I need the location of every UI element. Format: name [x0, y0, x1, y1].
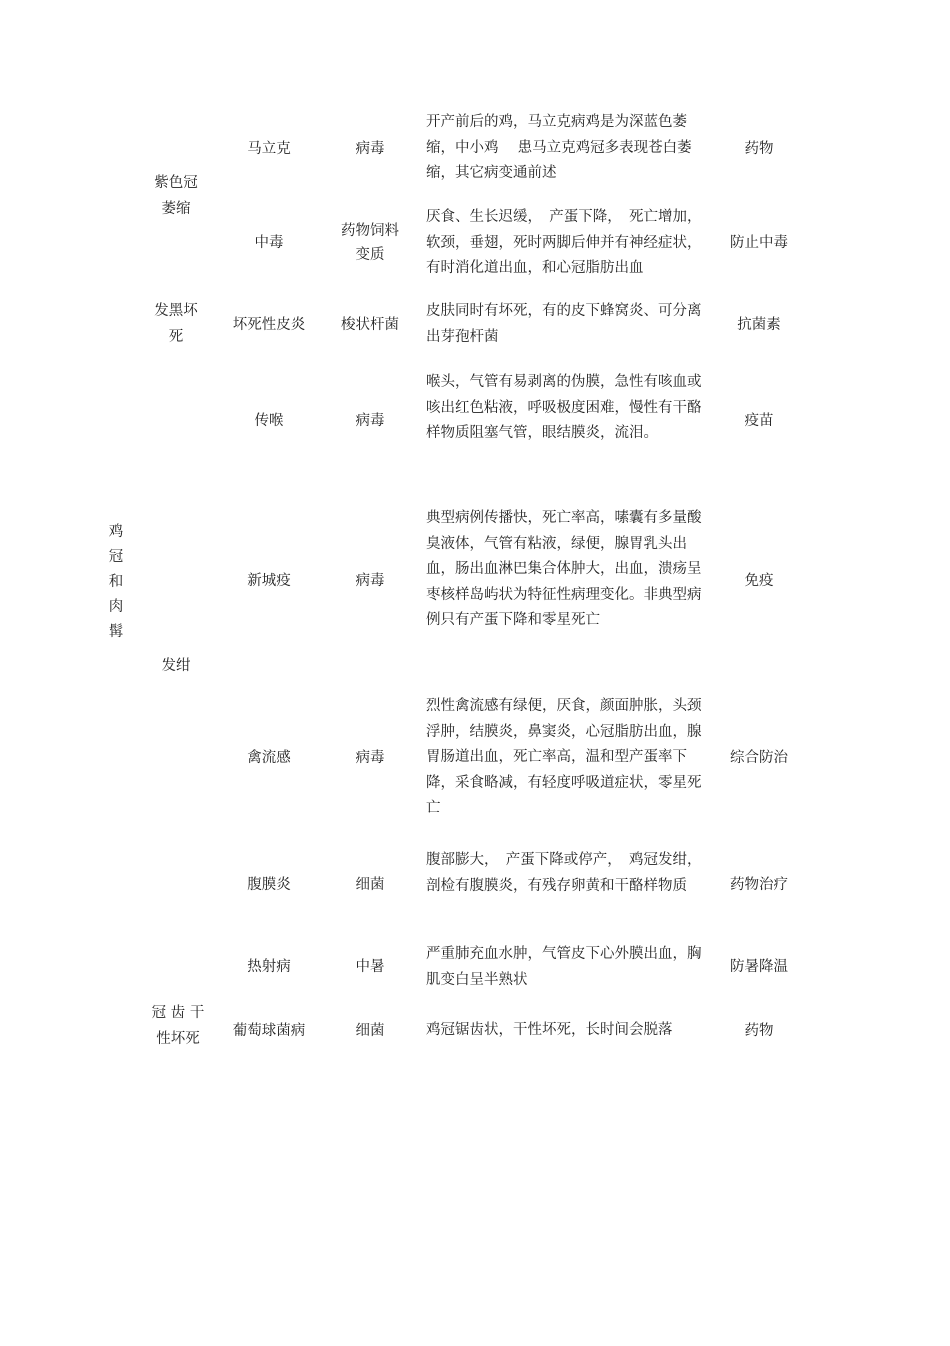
row-cause: 病毒: [355, 573, 385, 589]
row-treatment: 药物治疗: [730, 877, 788, 893]
row-disease: 坏死性皮炎: [232, 317, 306, 333]
group-label-cyanosis: 发绀: [161, 658, 191, 674]
row-cause: 梭状杆菌: [341, 317, 399, 333]
row-treatment: 免疫: [744, 573, 774, 589]
row-disease: 传喉: [254, 413, 284, 429]
row-disease: 中毒: [254, 235, 284, 251]
row-symptoms: 典型病例传播快，死亡率高，嗉囊有多量酸臭液体，气管有粘液，绿便，腺胃乳头出血，肠出血淋巴集合体肿大，出血，溃疡呈枣核样岛屿状为特征性病理变化。非典型病例只有产蛋下降和零星死亡: [426, 510, 702, 628]
row-cause: 细菌: [355, 1023, 385, 1039]
row-cause: 中暑: [355, 959, 385, 975]
row-treatment: 综合防治: [730, 750, 788, 766]
row-treatment: 疫苗: [744, 413, 774, 429]
row-disease: 马立克: [247, 141, 291, 157]
row-cause: 病毒: [355, 413, 385, 429]
row-symptoms: 喉头，气管有易剥离的伪膜，急性有咳血或咳出红色粘液，呼吸极度困难，慢性有干酪样物质阻塞气管，眼结膜炎，流泪。: [426, 374, 702, 441]
group-label-purple: 紫色冠萎缩: [154, 175, 198, 217]
row-symptoms: 皮肤同时有坏死，有的皮下蜂窝炎、可分离出芽孢杆菌: [426, 303, 702, 345]
row-cause: 病毒: [355, 141, 385, 157]
row-symptoms: 鸡冠锯齿状，干性坏死，长时间会脱落: [426, 1022, 673, 1038]
main-category-label: [106, 520, 126, 645]
row-cause: 病毒: [355, 750, 385, 766]
row-disease: 腹膜炎: [247, 877, 291, 893]
row-symptoms: 厌食、生长迟缓， 产蛋下降， 死亡增加，软颈，垂翅，死时两脚后伸并有神经症状，有时消化道出血，和心冠脂肪出血: [426, 209, 702, 276]
row-disease: 葡萄球菌病: [232, 1023, 306, 1039]
row-disease: 新城疫: [247, 573, 291, 589]
row-treatment: 药物: [744, 141, 774, 157]
group-label-dry-necrosis: 冠 齿 干 性坏死: [151, 1005, 205, 1047]
row-symptoms: 开产前后的鸡，马立克病鸡是为深蓝色萎缩，中小鸡 患马立克鸡冠多表现苍白萎缩，其它病变通前述: [426, 114, 692, 181]
row-cause: 细菌: [355, 877, 385, 893]
row-symptoms: 腹部膨大， 产蛋下降或停产， 鸡冠发绀，剖检有腹膜炎，有残存卵黄和干酪样物质: [426, 852, 702, 894]
row-symptoms: 烈性禽流感有绿便，厌食，颜面肿胀，头颈浮肿，结膜炎，鼻窦炎，心冠脂肪出血，腺胃肠道出血，死亡率高，温和型产蛋率下降，采食略减，有轻度呼吸道症状，零星死亡: [426, 698, 702, 816]
row-disease: 热射病: [247, 959, 291, 975]
row-treatment: 防止中毒: [730, 235, 788, 251]
row-treatment: 抗菌素: [737, 317, 781, 333]
main-category-text: 鸡冠和肉髯: [108, 524, 124, 640]
group-label-black: 发黑坏死: [154, 303, 198, 345]
row-symptoms: 严重肺充血水肿，气管皮下心外膜出血，胸肌变白呈半熟状: [426, 946, 702, 988]
row-treatment: 药物: [744, 1023, 774, 1039]
row-disease: 禽流感: [247, 750, 291, 766]
row-cause: 药物饲料变质: [341, 223, 399, 263]
row-treatment: 防暑降温: [730, 959, 788, 975]
